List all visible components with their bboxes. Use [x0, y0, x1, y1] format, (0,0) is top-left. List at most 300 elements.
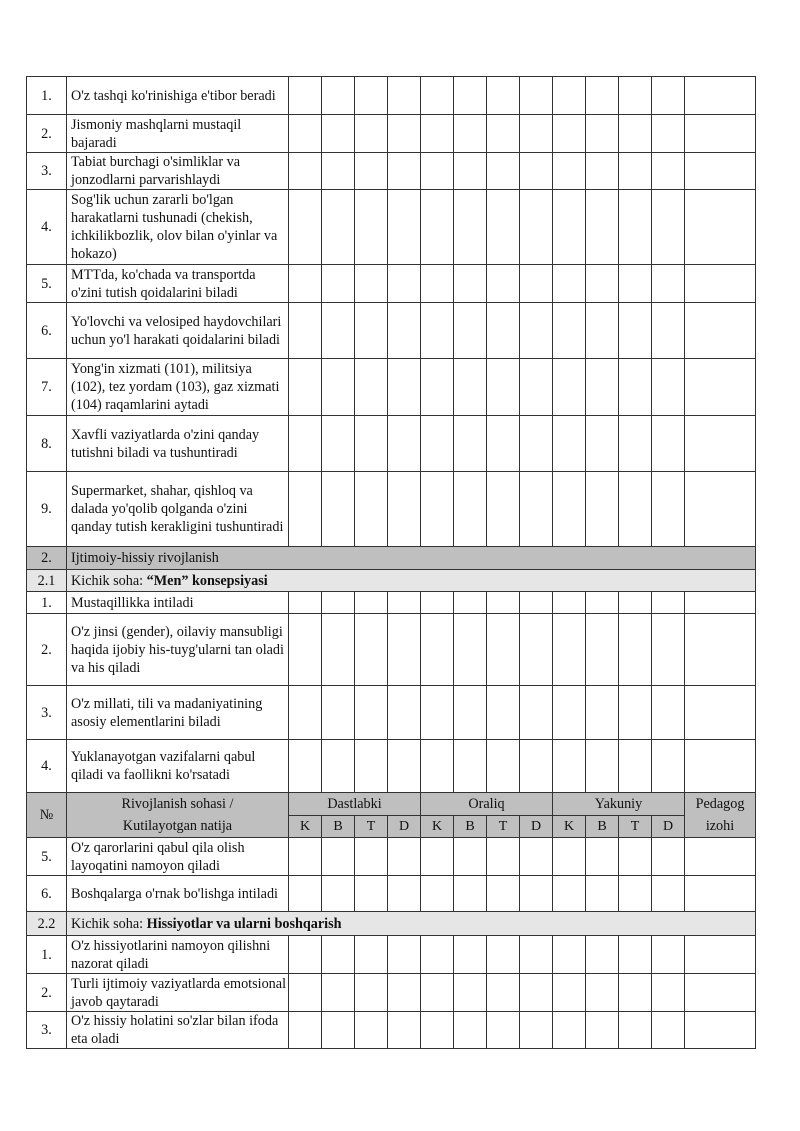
mark-cell[interactable]: [454, 265, 487, 303]
mark-cell[interactable]: [520, 974, 553, 1012]
mark-cell[interactable]: [652, 1012, 685, 1049]
mark-cell[interactable]: [322, 77, 355, 115]
mark-cell[interactable]: [586, 686, 619, 740]
mark-cell[interactable]: [619, 77, 652, 115]
mark-cell[interactable]: [355, 876, 388, 912]
outcome-text: Mustaqillikka intiladi: [67, 592, 289, 614]
mark-cell[interactable]: [355, 303, 388, 359]
mark-cell[interactable]: [652, 190, 685, 265]
mark-cell[interactable]: [586, 974, 619, 1012]
mark-cell[interactable]: [289, 614, 322, 686]
mark-cell[interactable]: [652, 838, 685, 876]
mark-cell[interactable]: [487, 974, 520, 1012]
mark-cell[interactable]: [388, 265, 421, 303]
mark-cell[interactable]: [454, 592, 487, 614]
mark-cell[interactable]: [652, 936, 685, 974]
mark-cell[interactable]: [487, 77, 520, 115]
mark-cell[interactable]: [322, 686, 355, 740]
table-row: [27, 265, 756, 303]
mark-cell[interactable]: [586, 265, 619, 303]
comment-cell[interactable]: [685, 974, 756, 1012]
comment-cell[interactable]: [685, 416, 756, 472]
mark-cell[interactable]: [553, 740, 586, 793]
mark-cell[interactable]: [619, 265, 652, 303]
section-title: Ijtimoiy-hissiy rivojlanish: [67, 547, 756, 570]
mark-cell[interactable]: [487, 614, 520, 686]
mark-cell[interactable]: [553, 614, 586, 686]
mark-cell[interactable]: [454, 614, 487, 686]
mark-cell[interactable]: [421, 265, 454, 303]
mark-cell[interactable]: [520, 153, 553, 190]
table-row: [27, 592, 756, 614]
comment-cell[interactable]: [685, 838, 756, 876]
mark-cell[interactable]: [388, 686, 421, 740]
header-teacher-line2: izohi: [705, 818, 735, 834]
table-row: [27, 190, 756, 265]
mark-cell[interactable]: [421, 153, 454, 190]
mark-cell[interactable]: [487, 153, 520, 190]
mark-cell[interactable]: [454, 686, 487, 740]
outcome-text: Yuklanayotgan vazifalarni qabul qiladi va faollikni ko'rsatadi: [67, 740, 289, 793]
table-body: [27, 77, 756, 1049]
mark-cell[interactable]: [553, 359, 586, 416]
mark-cell[interactable]: [553, 190, 586, 265]
mark-cell[interactable]: [553, 936, 586, 974]
row-number: 1.: [27, 77, 67, 115]
mark-cell[interactable]: [289, 153, 322, 190]
mark-cell[interactable]: [586, 1012, 619, 1049]
mark-cell[interactable]: [454, 77, 487, 115]
mark-cell[interactable]: [520, 303, 553, 359]
row-number: 6.: [27, 303, 67, 359]
mark-cell[interactable]: [289, 740, 322, 793]
mark-cell[interactable]: [454, 190, 487, 265]
mark-cell[interactable]: [487, 416, 520, 472]
comment-cell[interactable]: [685, 77, 756, 115]
mark-cell[interactable]: [586, 936, 619, 974]
row-number: 1.: [27, 592, 67, 614]
mark-cell[interactable]: [487, 740, 520, 793]
mark-cell[interactable]: [520, 614, 553, 686]
table-row: [27, 416, 756, 472]
header-area-line1: Rivojlanish sohasi /: [121, 796, 234, 812]
mark-cell[interactable]: [520, 416, 553, 472]
mark-cell[interactable]: [619, 153, 652, 190]
mark-cell[interactable]: [586, 153, 619, 190]
mark-cell[interactable]: [553, 115, 586, 153]
mark-cell[interactable]: [454, 472, 487, 547]
mark-cell[interactable]: [652, 265, 685, 303]
mark-cell[interactable]: [454, 359, 487, 416]
mark-cell[interactable]: [322, 974, 355, 1012]
mark-cell[interactable]: [421, 416, 454, 472]
mark-cell[interactable]: [322, 614, 355, 686]
mark-cell[interactable]: [355, 265, 388, 303]
mark-cell[interactable]: [355, 740, 388, 793]
table-row: [27, 303, 756, 359]
mark-cell[interactable]: [355, 838, 388, 876]
row-number: 3.: [27, 686, 67, 740]
mark-cell[interactable]: [619, 1012, 652, 1049]
mark-cell[interactable]: [553, 265, 586, 303]
mark-cell[interactable]: [553, 876, 586, 912]
row-number: 4.: [27, 740, 67, 793]
mark-cell[interactable]: [421, 838, 454, 876]
mark-cell[interactable]: [520, 740, 553, 793]
mark-cell[interactable]: [454, 416, 487, 472]
mark-cell[interactable]: [322, 190, 355, 265]
mark-cell[interactable]: [520, 936, 553, 974]
outcome-text: Jismoniy mashqlarni mustaqil bajaradi: [67, 115, 289, 153]
level-label: K: [289, 816, 322, 838]
mark-cell[interactable]: [388, 359, 421, 416]
mark-cell[interactable]: [652, 740, 685, 793]
table-row: [27, 77, 756, 115]
mark-cell[interactable]: [586, 359, 619, 416]
mark-cell[interactable]: [454, 876, 487, 912]
mark-cell[interactable]: [586, 416, 619, 472]
level-label: T: [487, 816, 520, 838]
mark-cell[interactable]: [553, 1012, 586, 1049]
mark-cell[interactable]: [520, 190, 553, 265]
mark-cell[interactable]: [520, 472, 553, 547]
mark-cell[interactable]: [289, 876, 322, 912]
mark-cell[interactable]: [388, 974, 421, 1012]
mark-cell[interactable]: [487, 592, 520, 614]
mark-cell[interactable]: [652, 416, 685, 472]
subsection-number: 2.1: [27, 570, 67, 592]
mark-cell[interactable]: [289, 974, 322, 1012]
level-label: D: [388, 816, 421, 838]
mark-cell[interactable]: [520, 115, 553, 153]
section-row: [27, 547, 756, 570]
mark-cell[interactable]: [619, 303, 652, 359]
mark-cell[interactable]: [553, 153, 586, 190]
mark-cell[interactable]: [421, 974, 454, 1012]
comment-cell[interactable]: [685, 740, 756, 793]
header-teacher-note: [685, 793, 756, 838]
header-area: [67, 793, 289, 838]
mark-cell[interactable]: [421, 190, 454, 265]
row-number: 8.: [27, 416, 67, 472]
mark-cell[interactable]: [553, 77, 586, 115]
mark-cell[interactable]: [520, 592, 553, 614]
mark-cell[interactable]: [586, 614, 619, 686]
mark-cell[interactable]: [289, 472, 322, 547]
mark-cell[interactable]: [388, 614, 421, 686]
mark-cell[interactable]: [322, 115, 355, 153]
mark-cell[interactable]: [586, 115, 619, 153]
subsection-number: 2.2: [27, 912, 67, 936]
comment-cell[interactable]: [685, 153, 756, 190]
mark-cell[interactable]: [520, 265, 553, 303]
mark-cell[interactable]: [289, 936, 322, 974]
mark-cell[interactable]: [388, 190, 421, 265]
table-row: [27, 153, 756, 190]
subsection-row: [27, 912, 756, 936]
mark-cell[interactable]: [388, 740, 421, 793]
table-row: [27, 838, 756, 876]
mark-cell[interactable]: [289, 1012, 322, 1049]
mark-cell[interactable]: [388, 1012, 421, 1049]
row-number: 3.: [27, 1012, 67, 1049]
mark-cell[interactable]: [652, 876, 685, 912]
table-row: [27, 974, 756, 1012]
comment-cell[interactable]: [685, 472, 756, 547]
mark-cell[interactable]: [355, 1012, 388, 1049]
mark-cell[interactable]: [487, 838, 520, 876]
mark-cell[interactable]: [619, 592, 652, 614]
mark-cell[interactable]: [553, 838, 586, 876]
mark-cell[interactable]: [388, 472, 421, 547]
subsection-prefix: Kichik soha:: [71, 915, 147, 932]
mark-cell[interactable]: [421, 686, 454, 740]
mark-cell[interactable]: [553, 592, 586, 614]
outcome-text: MTTda, ko'chada va transportda o'zini tutish qoidalarini biladi: [67, 265, 289, 303]
mark-cell[interactable]: [652, 974, 685, 1012]
mark-cell[interactable]: [619, 416, 652, 472]
mark-cell[interactable]: [388, 876, 421, 912]
mark-cell[interactable]: [586, 740, 619, 793]
row-number: 1.: [27, 936, 67, 974]
mark-cell[interactable]: [454, 838, 487, 876]
comment-cell[interactable]: [685, 614, 756, 686]
comment-cell[interactable]: [685, 592, 756, 614]
mark-cell[interactable]: [652, 614, 685, 686]
mark-cell[interactable]: [355, 974, 388, 1012]
level-label: K: [553, 816, 586, 838]
comment-cell[interactable]: [685, 936, 756, 974]
comment-cell[interactable]: [685, 876, 756, 912]
mark-cell[interactable]: [421, 876, 454, 912]
mark-cell[interactable]: [520, 77, 553, 115]
table-row: [27, 936, 756, 974]
mark-cell[interactable]: [322, 265, 355, 303]
mark-cell[interactable]: [289, 359, 322, 416]
outcome-text: O'z qarorlarini qabul qila olish layoqatini namoyon qiladi: [67, 838, 289, 876]
mark-cell[interactable]: [454, 974, 487, 1012]
header-row: [27, 793, 756, 816]
table-row: [27, 472, 756, 547]
mark-cell[interactable]: [289, 592, 322, 614]
mark-cell[interactable]: [619, 838, 652, 876]
comment-cell[interactable]: [685, 115, 756, 153]
mark-cell[interactable]: [355, 359, 388, 416]
mark-cell[interactable]: [289, 838, 322, 876]
mark-cell[interactable]: [355, 115, 388, 153]
mark-cell[interactable]: [355, 472, 388, 547]
mark-cell[interactable]: [322, 838, 355, 876]
subsection-prefix: Kichik soha:: [71, 572, 147, 589]
level-label: K: [421, 816, 454, 838]
row-number: 2.: [27, 974, 67, 1012]
outcome-text: Supermarket, shahar, qishloq va dalada yo'qolib qolganda o'zini qanday tutish kerakligini tushuntiradi: [67, 472, 289, 547]
mark-cell[interactable]: [355, 686, 388, 740]
mark-cell[interactable]: [652, 115, 685, 153]
mark-cell[interactable]: [619, 614, 652, 686]
outcome-text: O'z jinsi (gender), oilaviy mansubligi haqida ijobiy his-tuyg'ularni tan oladi va his qiladi: [67, 614, 289, 686]
mark-cell[interactable]: [520, 359, 553, 416]
table-row: [27, 614, 756, 686]
mark-cell[interactable]: [652, 153, 685, 190]
mark-cell[interactable]: [487, 686, 520, 740]
mark-cell[interactable]: [289, 115, 322, 153]
mark-cell[interactable]: [355, 153, 388, 190]
mark-cell[interactable]: [355, 416, 388, 472]
mark-cell[interactable]: [388, 153, 421, 190]
mark-cell[interactable]: [289, 303, 322, 359]
row-number: 7.: [27, 359, 67, 416]
mark-cell[interactable]: [355, 936, 388, 974]
mark-cell[interactable]: [652, 592, 685, 614]
mark-cell[interactable]: [619, 936, 652, 974]
mark-cell[interactable]: [355, 77, 388, 115]
level-label: D: [520, 816, 553, 838]
mark-cell[interactable]: [487, 190, 520, 265]
mark-cell[interactable]: [355, 614, 388, 686]
mark-cell[interactable]: [421, 592, 454, 614]
mark-cell[interactable]: [421, 936, 454, 974]
mark-cell[interactable]: [487, 936, 520, 974]
mark-cell[interactable]: [586, 472, 619, 547]
mark-cell[interactable]: [289, 77, 322, 115]
mark-cell[interactable]: [421, 472, 454, 547]
mark-cell[interactable]: [553, 974, 586, 1012]
row-number: 3.: [27, 153, 67, 190]
mark-cell[interactable]: [619, 740, 652, 793]
mark-cell[interactable]: [289, 190, 322, 265]
mark-cell[interactable]: [487, 303, 520, 359]
mark-cell[interactable]: [619, 686, 652, 740]
mark-cell[interactable]: [487, 472, 520, 547]
mark-cell[interactable]: [487, 115, 520, 153]
mark-cell[interactable]: [355, 190, 388, 265]
mark-cell[interactable]: [388, 416, 421, 472]
table-row: [27, 359, 756, 416]
mark-cell[interactable]: [553, 303, 586, 359]
mark-cell[interactable]: [388, 936, 421, 974]
table-row: [27, 686, 756, 740]
mark-cell[interactable]: [388, 77, 421, 115]
outcome-text: O'z millati, tili va madaniyatining asosiy elementlarini biladi: [67, 686, 289, 740]
table-row: [27, 740, 756, 793]
comment-cell[interactable]: [685, 265, 756, 303]
mark-cell[interactable]: [619, 359, 652, 416]
outcome-text: Xavfli vaziyatlarda o'zini qanday tutishni biladi va tushuntiradi: [67, 416, 289, 472]
row-number: 2.: [27, 115, 67, 153]
mark-cell[interactable]: [289, 686, 322, 740]
mark-cell[interactable]: [289, 416, 322, 472]
mark-cell[interactable]: [421, 1012, 454, 1049]
mark-cell[interactable]: [487, 876, 520, 912]
mark-cell[interactable]: [520, 838, 553, 876]
mark-cell[interactable]: [586, 838, 619, 876]
level-label: B: [454, 816, 487, 838]
mark-cell[interactable]: [454, 1012, 487, 1049]
mark-cell[interactable]: [586, 190, 619, 265]
mark-cell[interactable]: [454, 153, 487, 190]
mark-cell[interactable]: [652, 77, 685, 115]
mark-cell[interactable]: [421, 614, 454, 686]
mark-cell[interactable]: [322, 303, 355, 359]
mark-cell[interactable]: [322, 1012, 355, 1049]
mark-cell[interactable]: [421, 115, 454, 153]
comment-cell[interactable]: [685, 686, 756, 740]
comment-cell[interactable]: [685, 303, 756, 359]
table-row: [27, 115, 756, 153]
mark-cell[interactable]: [421, 740, 454, 793]
mark-cell[interactable]: [586, 592, 619, 614]
mark-cell[interactable]: [322, 936, 355, 974]
mark-cell[interactable]: [553, 686, 586, 740]
mark-cell[interactable]: [652, 472, 685, 547]
mark-cell[interactable]: [487, 265, 520, 303]
mark-cell[interactable]: [355, 592, 388, 614]
mark-cell[interactable]: [322, 592, 355, 614]
subsection-name: “Men” konsepsiyasi: [146, 572, 268, 589]
mark-cell[interactable]: [454, 936, 487, 974]
mark-cell[interactable]: [454, 303, 487, 359]
mark-cell[interactable]: [388, 592, 421, 614]
comment-cell[interactable]: [685, 359, 756, 416]
outcome-text: Sog'lik uchun zararli bo'lgan harakatlarni tushunadi (chekish, ichkilikbozlik, olov bilan o'yinlar va hokazo): [67, 190, 289, 265]
mark-cell[interactable]: [652, 686, 685, 740]
mark-cell[interactable]: [652, 359, 685, 416]
mark-cell[interactable]: [289, 265, 322, 303]
header-stage-interim: Oraliq: [421, 793, 553, 816]
mark-cell[interactable]: [322, 153, 355, 190]
row-number: 9.: [27, 472, 67, 547]
mark-cell[interactable]: [454, 740, 487, 793]
level-label: T: [355, 816, 388, 838]
outcome-text: O'z hissiyotlarini namoyon qilishni nazorat qiladi: [67, 936, 289, 974]
mark-cell[interactable]: [586, 876, 619, 912]
mark-cell[interactable]: [388, 303, 421, 359]
mark-cell[interactable]: [619, 472, 652, 547]
mark-cell[interactable]: [454, 115, 487, 153]
mark-cell[interactable]: [388, 838, 421, 876]
comment-cell[interactable]: [685, 1012, 756, 1049]
outcome-text: Turli ijtimoiy vaziyatlarda emotsional javob qaytaradi: [67, 974, 289, 1012]
mark-cell[interactable]: [619, 115, 652, 153]
mark-cell[interactable]: [619, 190, 652, 265]
mark-cell[interactable]: [322, 740, 355, 793]
mark-cell[interactable]: [619, 974, 652, 1012]
mark-cell[interactable]: [388, 115, 421, 153]
mark-cell[interactable]: [586, 77, 619, 115]
header-teacher-line1: Pedagog: [695, 796, 745, 812]
mark-cell[interactable]: [322, 359, 355, 416]
mark-cell[interactable]: [421, 303, 454, 359]
mark-cell[interactable]: [421, 359, 454, 416]
mark-cell[interactable]: [421, 77, 454, 115]
mark-cell[interactable]: [520, 876, 553, 912]
mark-cell[interactable]: [322, 472, 355, 547]
mark-cell[interactable]: [553, 472, 586, 547]
mark-cell[interactable]: [652, 303, 685, 359]
comment-cell[interactable]: [685, 190, 756, 265]
mark-cell[interactable]: [520, 1012, 553, 1049]
mark-cell[interactable]: [586, 303, 619, 359]
mark-cell[interactable]: [487, 359, 520, 416]
mark-cell[interactable]: [322, 876, 355, 912]
mark-cell[interactable]: [487, 1012, 520, 1049]
mark-cell[interactable]: [322, 416, 355, 472]
row-number: 5.: [27, 838, 67, 876]
mark-cell[interactable]: [553, 416, 586, 472]
mark-cell[interactable]: [619, 876, 652, 912]
mark-cell[interactable]: [520, 686, 553, 740]
